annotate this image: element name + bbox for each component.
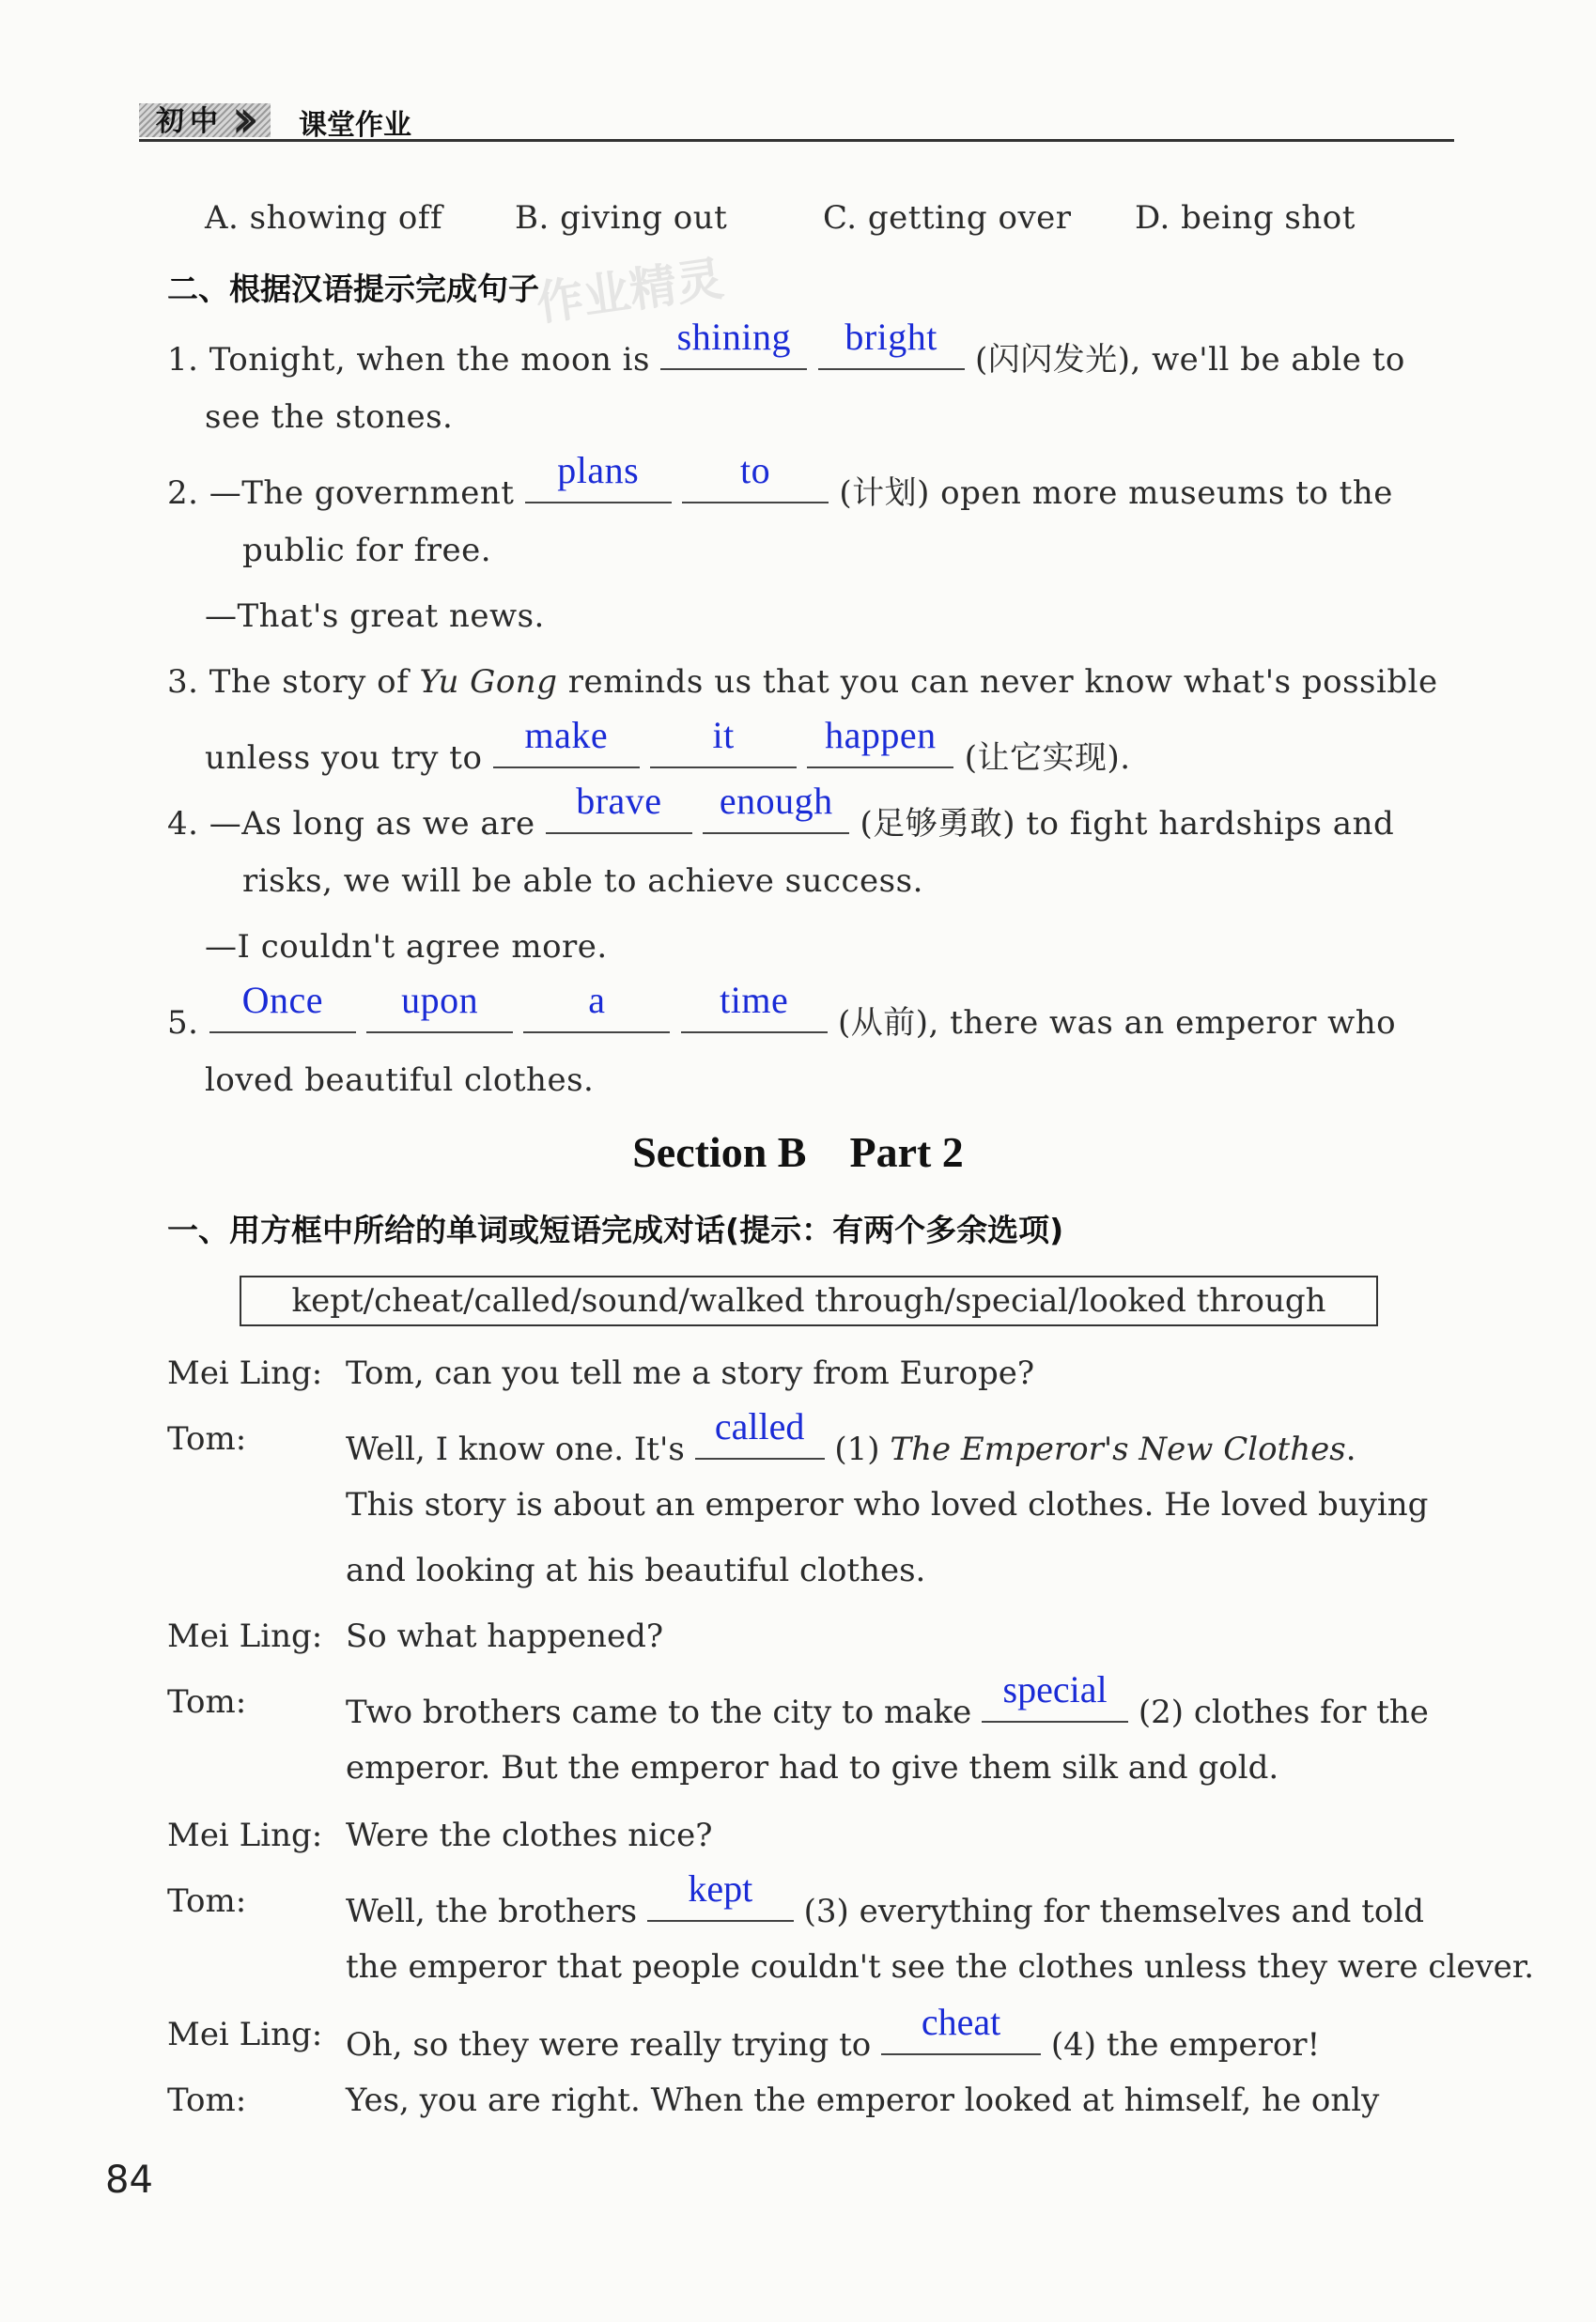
dialogue-line-3: This story is about an emperor who loved clothes. He loved buying — [346, 1486, 1429, 1524]
q4-prefix: 4. —As long as we are — [167, 805, 535, 843]
dialogue-line-8: Were the clothes nice? — [346, 1817, 713, 1854]
q4-blank-2 — [703, 780, 849, 834]
question-3 — [167, 663, 1438, 701]
l2-end: . — [1345, 1431, 1356, 1468]
q4-answer-1: brave — [576, 780, 662, 822]
option-d: D. being shot — [1135, 199, 1356, 237]
l11-prefix: Oh, so they were really trying to — [346, 2026, 872, 2064]
q3-answer-2: it — [712, 714, 735, 756]
blank-4 — [881, 2001, 1041, 2055]
q3-prefix: 3. The story of — [167, 663, 410, 701]
option-c: C. getting over — [823, 199, 1072, 237]
speaker-mei-ling: Mei Ling: — [167, 1817, 323, 1854]
q1-blank-2 — [818, 316, 965, 370]
q2-prefix: 2. —The government — [167, 474, 515, 512]
dialogue-line-7: emperor. But the emperor had to give them silk and gold. — [346, 1749, 1279, 1787]
l11-suffix: (4) the emperor! — [1050, 2026, 1321, 2064]
section-heading-2: 二、根据汉语提示完成句子 — [167, 271, 539, 307]
q5-line-2: loved beautiful clothes. — [205, 1061, 595, 1099]
double-chevron-icon: ›› — [231, 86, 245, 150]
speaker-tom: Tom: — [167, 2082, 247, 2119]
speaker-mei-ling: Mei Ling: — [167, 1618, 323, 1655]
q3-title: Yu Gong — [419, 663, 558, 701]
q3-blank-2 — [650, 714, 797, 768]
page-number: 84 — [105, 2159, 153, 2202]
question-4 — [167, 780, 1395, 844]
q5-prefix: 5. — [167, 1004, 199, 1042]
q1-answer-2: bright — [844, 316, 937, 358]
dialogue-line-1: Tom, can you tell me a story from Europe? — [346, 1354, 1035, 1392]
answer-1: called — [714, 1405, 805, 1447]
speaker-mei-ling: Mei Ling: — [167, 2016, 323, 2053]
q5-answer-4: time — [720, 979, 789, 1021]
q2-suffix: (计划) open more museums to the — [839, 474, 1393, 512]
l2-prefix: Well, I know one. It's — [346, 1431, 685, 1468]
l6-suffix: (2) clothes for the — [1138, 1694, 1429, 1731]
q2-answer-2: to — [739, 449, 771, 491]
question-1 — [167, 316, 1405, 379]
question-2 — [167, 449, 1393, 513]
q4-suffix: (足够勇敢) to fight hardships and — [860, 805, 1395, 843]
q5-answer-1: Once — [241, 979, 323, 1021]
option-b: B. giving out — [515, 199, 728, 237]
q2-answer-1: plans — [557, 449, 640, 491]
q3-blank-3 — [807, 714, 953, 768]
q1-answer-1: shining — [676, 316, 791, 358]
dialogue-line-10: the emperor that people couldn't see the clothes unless they were clever. — [346, 1948, 1535, 1986]
q5-answer-2: upon — [401, 979, 479, 1021]
q2-line-3: —That's great news. — [205, 597, 545, 635]
q3-blank-1 — [493, 714, 640, 768]
question-5 — [167, 979, 1397, 1043]
q3-line2-suffix: (让它实现). — [964, 739, 1131, 777]
watermark: 作业精灵 — [533, 251, 727, 332]
q1-blank-1 — [660, 316, 807, 370]
l6-prefix: Two brothers came to the city to make — [346, 1694, 972, 1731]
answer-3: kept — [688, 1867, 753, 1910]
q3-line-2 — [205, 714, 1131, 778]
section-title: Section B Part 2 — [632, 1128, 964, 1176]
q5-answer-3: a — [588, 979, 606, 1021]
level-label: 初中 — [156, 105, 224, 138]
q3-line2-prefix: unless you try to — [205, 739, 483, 777]
q1-prefix: 1. Tonight, when the moon is — [167, 341, 650, 379]
answer-2: special — [1002, 1668, 1108, 1711]
q2-blank-1 — [525, 449, 672, 503]
speaker-tom: Tom: — [167, 1882, 247, 1920]
q5-blank-3 — [523, 979, 670, 1033]
speaker-tom: Tom: — [167, 1420, 247, 1458]
q1-suffix: (闪闪发光), we'll be able to — [974, 341, 1405, 379]
q5-suffix: (从前), there was an emperor who — [838, 1004, 1397, 1042]
l2-title: The Emperor's New Clothes — [890, 1431, 1346, 1468]
speaker-mei-ling: Mei Ling: — [167, 1354, 323, 1392]
dialogue-line-12: Yes, you are right. When the emperor looked at himself, he only — [346, 2082, 1380, 2119]
q5-blank-2 — [366, 979, 513, 1033]
blank-3 — [647, 1867, 794, 1922]
dialogue-line-9 — [346, 1867, 1425, 1930]
q3-answer-1: make — [524, 714, 609, 756]
l2-num: (1) — [834, 1431, 880, 1468]
word-box: kept/cheat/called/sound/walked through/special/looked through — [240, 1276, 1378, 1326]
section-heading-1: 一、用方框中所给的单词或短语完成对话(提示：有两个多余选项) — [167, 1212, 1064, 1248]
q4-blank-1 — [546, 780, 692, 834]
q4-answer-2: enough — [719, 780, 833, 822]
q4-line-3: —I couldn't agree more. — [205, 928, 608, 966]
q5-blank-1 — [209, 979, 356, 1033]
q4-line-2: risks, we will be able to achieve success. — [242, 862, 923, 900]
q2-line-2: public for free. — [242, 532, 492, 569]
q3-suffix: reminds us that you can never know what's possible — [567, 663, 1438, 701]
answer-4: cheat — [921, 2001, 1001, 2043]
dialogue-line-2 — [346, 1405, 1356, 1468]
header-title: 课堂作业 — [299, 109, 411, 142]
q1-line-2: see the stones. — [205, 398, 454, 436]
q5-blank-4 — [681, 979, 828, 1033]
speaker-tom: Tom: — [167, 1683, 247, 1721]
q3-answer-3: happen — [825, 714, 937, 756]
blank-1 — [695, 1405, 825, 1460]
dialogue-line-4: and looking at his beautiful clothes. — [346, 1552, 926, 1589]
dialogue-line-5: So what happened? — [346, 1618, 664, 1655]
option-a: A. showing off — [205, 199, 443, 237]
blank-2 — [982, 1668, 1128, 1723]
l9-prefix: Well, the brothers — [346, 1893, 638, 1930]
page-header — [139, 86, 1454, 150]
dialogue-line-6 — [346, 1668, 1429, 1731]
l9-suffix: (3) everything for themselves and told — [803, 1893, 1425, 1930]
q2-blank-2 — [682, 449, 829, 503]
dialogue-line-11 — [346, 2001, 1321, 2064]
